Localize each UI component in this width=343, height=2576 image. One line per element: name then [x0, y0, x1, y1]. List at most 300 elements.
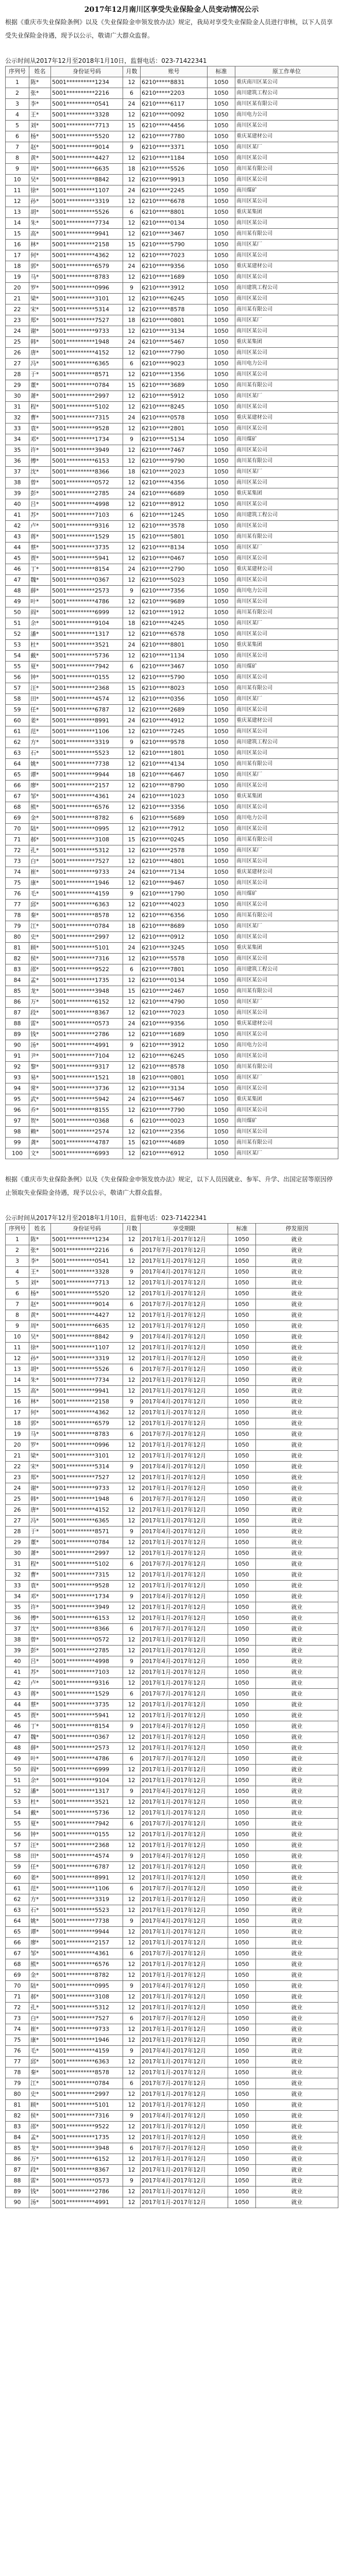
table-cell-id: 5001**********8842 [51, 175, 123, 185]
table-cell-no: 51 [6, 1775, 29, 1786]
table-cell-reason: 就业 [256, 1873, 338, 1884]
column-header: 姓名 [29, 66, 51, 77]
table-row [6, 813, 338, 824]
table-cell-no: 23 [6, 1472, 29, 1483]
table-cell-no: 86 [6, 997, 29, 1008]
table-cell-no: 9 [6, 164, 29, 175]
table-cell-name: 梁* [29, 294, 51, 304]
table-cell-std: 1050 [208, 975, 235, 986]
table-cell-acct: 6210*****9689 [141, 597, 208, 607]
table-cell-acct: 6210*****4134 [141, 759, 208, 770]
section1-table-body [6, 77, 338, 1159]
table-cell-no: 85 [6, 986, 29, 997]
table-row [6, 121, 338, 131]
table-cell-std: 1050 [228, 1256, 256, 1267]
table-cell-no: 61 [6, 726, 29, 737]
table-cell-std: 1050 [228, 1559, 256, 1570]
table-cell-no: 96 [6, 1105, 29, 1116]
table-cell-months: 12 [123, 2122, 141, 2132]
table-row [6, 1451, 338, 1462]
table-cell-months: 12 [123, 1775, 141, 1786]
table-cell-unit: 南川区某公司 [235, 402, 338, 413]
table-cell-std: 1050 [228, 1884, 256, 1894]
table-cell-months: 9 [123, 1721, 141, 1732]
table-cell-unit: 南川建筑工程公司 [235, 737, 338, 748]
table-cell-name: 刘* [29, 121, 51, 131]
table-cell-months: 6 [123, 2078, 141, 2089]
table-cell-id: 5001**********1735 [51, 2132, 123, 2143]
table-row [6, 1234, 338, 1245]
table-cell-name: 于* [29, 1527, 51, 1537]
table-cell-no: 68 [6, 802, 29, 813]
table-cell-name: 沈* [29, 467, 51, 478]
table-cell-id: 5001**********7527 [51, 856, 123, 867]
table-row [6, 845, 338, 856]
table-cell-id: 5001**********2786 [51, 2187, 123, 2197]
table-cell-months: 24 [123, 1094, 141, 1105]
table-cell-unit: 重庆某集团 [235, 791, 338, 802]
table-cell-name: 唐* [29, 1505, 51, 1516]
table-cell-no: 34 [6, 1591, 29, 1602]
table-cell-unit: 南川区某厂 [235, 467, 338, 478]
table-cell-period: 2017年7月-2017年12月 [141, 1494, 228, 1505]
table-cell-period: 2017年1月-2017年12月 [141, 1418, 228, 1429]
table-cell-no: 82 [6, 2111, 29, 2122]
table-cell-period: 2017年1月-2017年12月 [141, 1732, 228, 1743]
table-cell-months: 24 [123, 488, 141, 499]
table-cell-reason: 就业 [256, 1905, 338, 1916]
table-cell-unit: 重庆某建材公司 [235, 131, 338, 142]
table-cell-no: 99 [6, 1138, 29, 1148]
table-cell-acct: 6210*****3578 [141, 521, 208, 532]
table-cell-period: 2017年4月-2017年12月 [141, 1527, 228, 1537]
table-cell-id: 5001**********8367 [51, 2165, 123, 2176]
table-cell-std: 1050 [208, 423, 235, 434]
table-cell-std: 1050 [208, 662, 235, 672]
table-cell-months: 12 [123, 1613, 141, 1624]
table-cell-months: 15 [123, 240, 141, 250]
table-cell-name: 蔡* [29, 543, 51, 553]
table-cell-no: 32 [6, 413, 29, 423]
table-cell-period: 2017年1月-2017年12月 [141, 1505, 228, 1516]
table-cell-acct: 6210*****5912 [141, 391, 208, 402]
table-row [6, 1083, 338, 1094]
table-cell-id: 5001**********8571 [51, 369, 123, 380]
table-cell-id: 5001**********3521 [51, 640, 123, 651]
table-cell-no: 70 [6, 1981, 29, 1992]
table-cell-no: 83 [6, 2122, 29, 2132]
table-row [6, 943, 338, 954]
table-cell-std: 1050 [228, 2057, 256, 2067]
table-cell-no: 74 [6, 2024, 29, 2035]
table-cell-period: 2017年1月-2017年12月 [141, 1862, 228, 1873]
table-cell-std: 1050 [208, 488, 235, 499]
table-cell-id: 5001**********8578 [51, 910, 123, 921]
table-cell-id: 5001**********6635 [51, 1321, 123, 1332]
table-row [6, 759, 338, 770]
table-cell-id: 5001**********2786 [51, 1029, 123, 1040]
table-cell-id: 5001**********2216 [51, 88, 123, 99]
table-row [6, 1894, 338, 1905]
table-cell-unit: 南川区某公司 [235, 954, 338, 964]
table-cell-std: 1050 [208, 1116, 235, 1127]
table-cell-months: 9 [123, 1462, 141, 1472]
table-cell-unit: 重庆某集团 [235, 640, 338, 651]
table-cell-period: 2017年1月-2017年12月 [141, 1927, 228, 1938]
table-cell-name: 蒋* [29, 532, 51, 543]
table-row [6, 2067, 338, 2078]
table-cell-name: 黄* [29, 1310, 51, 1321]
table-cell-name: 程* [29, 1559, 51, 1570]
table-row [6, 1862, 338, 1873]
table-cell-no: 56 [6, 672, 29, 683]
table-row [6, 835, 338, 845]
table-cell-no: 39 [6, 1646, 29, 1656]
table-row [6, 1700, 338, 1710]
table-cell-name: 潘* [29, 1786, 51, 1797]
table-row [6, 1635, 338, 1646]
table-cell-std: 1050 [228, 1732, 256, 1743]
table-cell-period: 2017年4月-2017年12月 [141, 2111, 228, 2122]
table-cell-std: 1050 [228, 1418, 256, 1429]
table-cell-acct: 6210*****8912 [141, 499, 208, 510]
table-cell-no: 6 [6, 131, 29, 142]
table-cell-id: 5001**********8991 [51, 716, 123, 726]
table-row [6, 618, 338, 629]
table-cell-id: 5001**********9528 [51, 1581, 123, 1591]
table-cell-std: 1050 [228, 1299, 256, 1310]
table-cell-no: 77 [6, 2057, 29, 2067]
table-cell-name: 袁* [29, 423, 51, 434]
table-cell-std: 1050 [228, 1451, 256, 1462]
table-cell-period: 2017年1月-2017年12月 [141, 1646, 228, 1656]
table-row [6, 705, 338, 716]
table-cell-name: 田* [29, 1851, 51, 1862]
table-cell-acct: 6210*****4912 [141, 716, 208, 726]
table-cell-std: 1050 [208, 369, 235, 380]
table-cell-std: 1050 [228, 2100, 256, 2111]
table-cell-name: 江* [29, 921, 51, 932]
table-cell-id: 5001**********3328 [51, 1267, 123, 1278]
table-cell-months: 9 [123, 1527, 141, 1537]
table-cell-id: 5001**********1734 [51, 1591, 123, 1602]
table-row [6, 1581, 338, 1591]
table-cell-months: 12 [123, 543, 141, 553]
table-cell-period: 2017年1月-2017年12月 [141, 1743, 228, 1754]
table-cell-no: 41 [6, 1667, 29, 1678]
table-cell-months: 12 [123, 1127, 141, 1138]
table-cell-acct: 6210*****7790 [141, 1105, 208, 1116]
table-cell-id: 5001**********9733 [51, 1483, 123, 1494]
table-row [6, 1094, 338, 1105]
table-cell-months: 12 [123, 304, 141, 315]
table-cell-no: 54 [6, 651, 29, 662]
table-cell-reason: 就业 [256, 1829, 338, 1840]
table-cell-id: 5001**********9944 [51, 1927, 123, 1938]
table-cell-no: 57 [6, 683, 29, 694]
table-cell-reason: 就业 [256, 1992, 338, 2003]
table-cell-period: 2017年1月-2017年12月 [141, 1278, 228, 1289]
table-row [6, 1462, 338, 1472]
table-cell-name: 陈* [29, 77, 51, 88]
table-cell-std: 1050 [228, 1245, 256, 1256]
table-cell-acct: 6210*****0134 [141, 975, 208, 986]
table-cell-no: 90 [6, 2197, 29, 2208]
table-cell-name: 武* [29, 1094, 51, 1105]
table-cell-unit: 南川区某公司 [235, 521, 338, 532]
table-cell-months: 12 [123, 456, 141, 467]
table-cell-no: 50 [6, 607, 29, 618]
table-cell-acct: 6210*****0023 [141, 1116, 208, 1127]
table-cell-reason: 就业 [256, 1559, 338, 1570]
table-cell-std: 1050 [208, 802, 235, 813]
table-row [6, 1408, 338, 1418]
table-cell-acct: 6210*****4356 [141, 478, 208, 488]
table-cell-unit: 南川区某公司 [235, 121, 338, 131]
table-cell-name: 戴* [29, 1808, 51, 1819]
table-cell-std: 1050 [208, 142, 235, 153]
table-cell-period: 2017年4月-2017年12月 [141, 1591, 228, 1602]
table-cell-unit: 南川区某公司 [235, 824, 338, 835]
table-cell-id: 5001**********1529 [51, 532, 123, 543]
table-cell-months: 12 [123, 2165, 141, 2176]
table-row [6, 1959, 338, 1970]
table-row [6, 1483, 338, 1494]
table-cell-no: 68 [6, 1959, 29, 1970]
table-cell-no: 80 [6, 2089, 29, 2100]
table-cell-name: 徐* [29, 1343, 51, 1353]
table-cell-id: 5001**********4159 [51, 2046, 123, 2057]
table-cell-id: 5001**********1234 [51, 77, 123, 88]
table-cell-months: 24 [123, 716, 141, 726]
table-cell-id: 5001**********9733 [51, 326, 123, 337]
table-cell-reason: 就业 [256, 1981, 338, 1992]
table-cell-no: 62 [6, 737, 29, 748]
table-cell-reason: 就业 [256, 1278, 338, 1289]
table-cell-id: 5001**********4427 [51, 1310, 123, 1321]
table-cell-no: 75 [6, 2035, 29, 2046]
table-cell-months: 12 [123, 1105, 141, 1116]
table-cell-id: 5001**********2157 [51, 781, 123, 791]
table-cell-name: 汤* [29, 2197, 51, 2208]
table-cell-std: 1050 [208, 402, 235, 413]
table-row [6, 1819, 338, 1829]
table-cell-id: 5001**********9944 [51, 770, 123, 781]
table-row [6, 1343, 338, 1353]
table-cell-reason: 就业 [256, 2100, 338, 2111]
table-cell-period: 2017年1月-2017年12月 [141, 1234, 228, 1245]
table-cell-std: 1050 [208, 207, 235, 218]
table-cell-std: 1050 [208, 532, 235, 543]
table-cell-std: 1050 [228, 1321, 256, 1332]
table-cell-id: 5001**********6365 [51, 1516, 123, 1527]
table-cell-std: 1050 [208, 272, 235, 283]
table-cell-no: 46 [6, 1721, 29, 1732]
table-cell-name: 郭* [29, 1418, 51, 1429]
table-row [6, 110, 338, 121]
table-row [6, 2024, 338, 2035]
table-cell-no: 98 [6, 1127, 29, 1138]
table-cell-name: 汤* [29, 1040, 51, 1051]
table-row [6, 543, 338, 553]
table-cell-no: 100 [6, 1148, 29, 1159]
table-cell-months: 18 [123, 1073, 141, 1083]
table-cell-no: 77 [6, 900, 29, 910]
table-cell-std: 1050 [228, 1234, 256, 1245]
table-cell-id: 5001**********1948 [51, 337, 123, 348]
table-cell-std: 1050 [208, 1073, 235, 1083]
table-cell-id: 5001**********6152 [51, 997, 123, 1008]
table-cell-no: 79 [6, 2078, 29, 2089]
table-row [6, 1656, 338, 1667]
table-cell-std: 1050 [208, 856, 235, 867]
table-cell-std: 1050 [208, 586, 235, 597]
table-cell-reason: 就业 [256, 1894, 338, 1905]
table-cell-std: 1050 [208, 510, 235, 521]
table-cell-months: 24 [123, 867, 141, 878]
table-cell-std: 1050 [208, 434, 235, 445]
table-row [6, 1364, 338, 1375]
table-cell-period: 2017年1月-2017年12月 [141, 1970, 228, 1981]
table-cell-no: 59 [6, 705, 29, 716]
table-cell-no: 45 [6, 553, 29, 564]
table-cell-period: 2017年4月-2017年12月 [141, 1462, 228, 1472]
table-row [6, 737, 338, 748]
table-row [6, 640, 338, 651]
table-cell-no: 23 [6, 315, 29, 326]
table-cell-reason: 就业 [256, 1429, 338, 1440]
table-cell-reason: 就业 [256, 1710, 338, 1721]
table-cell-no: 47 [6, 1732, 29, 1743]
table-cell-months: 12 [123, 975, 141, 986]
table-cell-name: 郑* [29, 1472, 51, 1483]
table-cell-no: 70 [6, 824, 29, 835]
table-cell-no: 17 [6, 1408, 29, 1418]
table-cell-name: 白* [29, 2013, 51, 2024]
table-cell-std: 1050 [228, 1527, 256, 1537]
table-cell-no: 43 [6, 532, 29, 543]
table-cell-period: 2017年7月-2017年12月 [141, 1884, 228, 1894]
table-cell-std: 1050 [208, 564, 235, 575]
table-cell-no: 10 [6, 1332, 29, 1343]
table-cell-months: 12 [123, 110, 141, 121]
table-row [6, 553, 338, 564]
table-row [6, 586, 338, 597]
table-cell-id: 5001**********8366 [51, 1624, 123, 1635]
table-cell-id: 5001**********5314 [51, 1462, 123, 1472]
table-cell-no: 60 [6, 716, 29, 726]
table-cell-name: 顾* [29, 2100, 51, 2111]
table-cell-period: 2017年7月-2017年12月 [141, 1689, 228, 1700]
table-cell-id: 5001**********6153 [51, 1613, 123, 1624]
table-cell-months: 12 [123, 1148, 141, 1159]
table-cell-name: 萧* [29, 1548, 51, 1559]
table-cell-name: 曾* [29, 478, 51, 488]
table-cell-months: 12 [123, 294, 141, 304]
table-cell-std: 1050 [208, 391, 235, 402]
section2-notice: 公示时间从2017年12月至2018年1月10日，监督电话：023-71422341 [5, 1214, 207, 1222]
table-cell-std: 1050 [228, 1851, 256, 1862]
table-row [6, 1851, 338, 1862]
table-cell-name: 尹* [29, 1051, 51, 1062]
table-cell-id: 5001**********7738 [51, 1916, 123, 1927]
table-cell-period: 2017年4月-2017年12月 [141, 1332, 228, 1343]
table-row [6, 910, 338, 921]
table-cell-reason: 就业 [256, 1635, 338, 1646]
table-row [6, 337, 338, 348]
table-cell-period: 2017年1月-2017年12月 [141, 2089, 228, 2100]
table-cell-reason: 就业 [256, 1234, 338, 1245]
table-row [6, 921, 338, 932]
table-cell-months: 12 [123, 229, 141, 240]
table-cell-acct: 6210*****2203 [141, 88, 208, 99]
column-header: 原工作单位 [235, 66, 338, 77]
table-cell-months: 12 [123, 910, 141, 921]
table-cell-name: 林* [29, 1397, 51, 1408]
table-cell-unit: 南川区某公司 [235, 499, 338, 510]
table-row [6, 1278, 338, 1289]
table-cell-name: 阎* [29, 1765, 51, 1775]
table-cell-unit: 南川电力公司 [235, 586, 338, 597]
table-cell-unit: 重庆某集团 [235, 207, 338, 218]
table-row [6, 1073, 338, 1083]
table-cell-no: 55 [6, 1819, 29, 1829]
table-cell-id: 5001**********0155 [51, 1829, 123, 1840]
table-cell-name: 邹* [29, 1948, 51, 1959]
table-cell-id: 5001**********9522 [51, 964, 123, 975]
table-cell-no: 53 [6, 640, 29, 651]
table-cell-no: 34 [6, 434, 29, 445]
table-cell-name: 康* [29, 878, 51, 889]
table-cell-no: 66 [6, 781, 29, 791]
table-cell-name: 周* [29, 164, 51, 175]
table-row [6, 564, 338, 575]
table-cell-name: 侯* [29, 954, 51, 964]
table-cell-unit: 南川区某公司 [235, 1127, 338, 1138]
table-cell-months: 12 [123, 1765, 141, 1775]
table-cell-reason: 就业 [256, 2035, 338, 2046]
table-cell-name: 汪* [29, 1840, 51, 1851]
table-cell-std: 1050 [208, 294, 235, 304]
table-cell-no: 11 [6, 185, 29, 196]
table-cell-no: 42 [6, 521, 29, 532]
table-cell-period: 2017年1月-2017年12月 [141, 1537, 228, 1548]
table-cell-id: 5001**********6363 [51, 2057, 123, 2067]
table-cell-reason: 就业 [256, 1613, 338, 1624]
table-cell-reason: 就业 [256, 1862, 338, 1873]
table-cell-std: 1050 [208, 845, 235, 856]
table-cell-acct: 6210*****0467 [141, 553, 208, 564]
table-cell-months: 9 [123, 1040, 141, 1051]
table-cell-reason: 就业 [256, 2154, 338, 2165]
table-cell-months: 12 [123, 402, 141, 413]
table-row [6, 1267, 338, 1278]
table-cell-id: 5001**********6579 [51, 1418, 123, 1429]
table-cell-std: 1050 [208, 997, 235, 1008]
table-cell-months: 12 [123, 2197, 141, 2208]
table-row [6, 1808, 338, 1819]
table-cell-no: 33 [6, 423, 29, 434]
table-cell-no: 76 [6, 889, 29, 900]
table-cell-no: 83 [6, 964, 29, 975]
table-cell-unit: 南川区某厂 [235, 1148, 338, 1159]
table-cell-id: 5001**********4998 [51, 499, 123, 510]
table-cell-months: 9 [123, 1981, 141, 1992]
table-row [6, 1148, 338, 1159]
table-cell-name: 康* [29, 2035, 51, 2046]
table-cell-months: 9 [123, 2111, 141, 2122]
table-cell-id: 5001**********8782 [51, 813, 123, 824]
